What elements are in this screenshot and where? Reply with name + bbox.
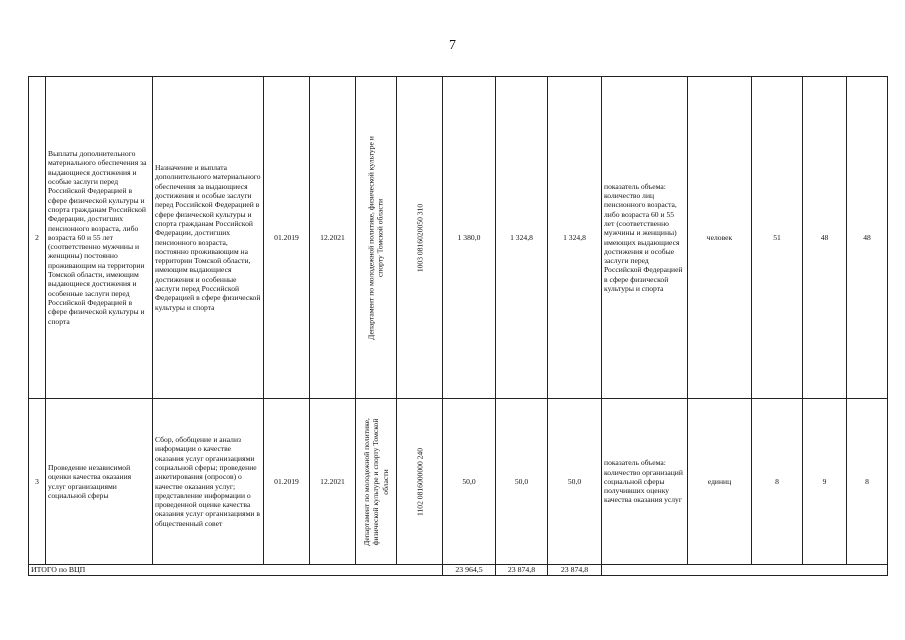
total-year-1: 23 964,5 <box>443 565 496 576</box>
executor: Департамент по молодежной политике, физической культуре и спорту Томской области <box>366 135 385 340</box>
activity-description: Назначение и выплата дополнительного материального обеспечения за выдающиеся достижения и особые заслуги перед Российской Федерацией в сфере физической культуры и спорта гражданам Российской Федерации, достигших пенсионного возраста, постоянно проживающим на территории Томской области, имеющим выдающиеся достижения и особенные заслуги перед Российской Федерацией в сфере физической культуры и спорта <box>153 77 264 399</box>
unit: единиц <box>688 399 752 565</box>
indicator-year-2: 48 <box>803 77 847 399</box>
row-number: 3 <box>29 399 46 565</box>
start-date: 01.2019 <box>264 399 310 565</box>
activity-name: Выплаты дополнительного материального обеспечения за выдающиеся достижения и особые заслуги перед Российской Федерацией в сфере физической культуры и спорта гражданам Российской Федерации, достигших пенсионного возраста, либо возраста 60 и 55 лет (соответственно мужчины и женщины) постоянно проживающим на территории Томской области, имеющим выдающиеся достижения и особенные заслуги перед Российской Федерацией в сфере физической культуры и спорта <box>46 77 153 399</box>
total-label: ИТОГО по ВЦП <box>29 565 443 576</box>
funding-year-2: 50,0 <box>496 399 548 565</box>
indicator: показатель объема: количество организаций социальной сферы получивших оценку качества оказания услуг <box>602 399 688 565</box>
indicator-year-3: 8 <box>847 399 888 565</box>
executor: Департамент по молодежной политике, физической культуре и спорту Томской области <box>362 417 390 546</box>
budget-code-cell <box>397 399 443 565</box>
total-row <box>29 565 888 576</box>
budget-code-cell <box>397 77 443 399</box>
funding-year-2: 1 324,8 <box>496 77 548 399</box>
activity-name: Проведение независимой оценки качества оказания услуг организациями социальной сферы <box>46 399 153 565</box>
executor-cell <box>356 77 397 399</box>
budget-code: 1102 0816000000 240 <box>414 447 424 516</box>
table-row <box>29 77 888 399</box>
activity-description: Сбор, обобщение и анализ информации о качестве оказания услуг организациями социальной сферы; проведение анкетирования (опросов) о качестве оказания услуг; представление информации о проведенной оценке качества оказания услуг организациями в общественный совет <box>153 399 264 565</box>
indicator-year-3: 48 <box>847 77 888 399</box>
unit: человек <box>688 77 752 399</box>
page-number: 7 <box>449 38 456 53</box>
total-year-2: 23 874,8 <box>496 565 548 576</box>
funding-year-1: 50,0 <box>443 399 496 565</box>
indicator-year-1: 8 <box>752 399 803 565</box>
table-row <box>29 399 888 565</box>
indicator-year-1: 51 <box>752 77 803 399</box>
funding-year-3: 50,0 <box>548 399 602 565</box>
indicator-year-2: 9 <box>803 399 847 565</box>
indicator: показатель объема: количество лиц пенсионного возраста, либо возраста 60 и 55 лет (соответственно мужчины и женщины) имеющих выдающиеся достижения и особые заслуги перед Российской Федерацией в сфере физической культуры и спорта <box>602 77 688 399</box>
executor-cell <box>356 399 397 565</box>
total-year-3: 23 874,8 <box>548 565 602 576</box>
end-date: 12.2021 <box>310 77 356 399</box>
total-empty <box>602 565 888 576</box>
funding-year-3: 1 324,8 <box>548 77 602 399</box>
funding-year-1: 1 380,0 <box>443 77 496 399</box>
row-number: 2 <box>29 77 46 399</box>
program-table <box>28 76 888 576</box>
start-date: 01.2019 <box>264 77 310 399</box>
budget-code: 1003 0816020050 310 <box>414 203 424 272</box>
end-date: 12.2021 <box>310 399 356 565</box>
